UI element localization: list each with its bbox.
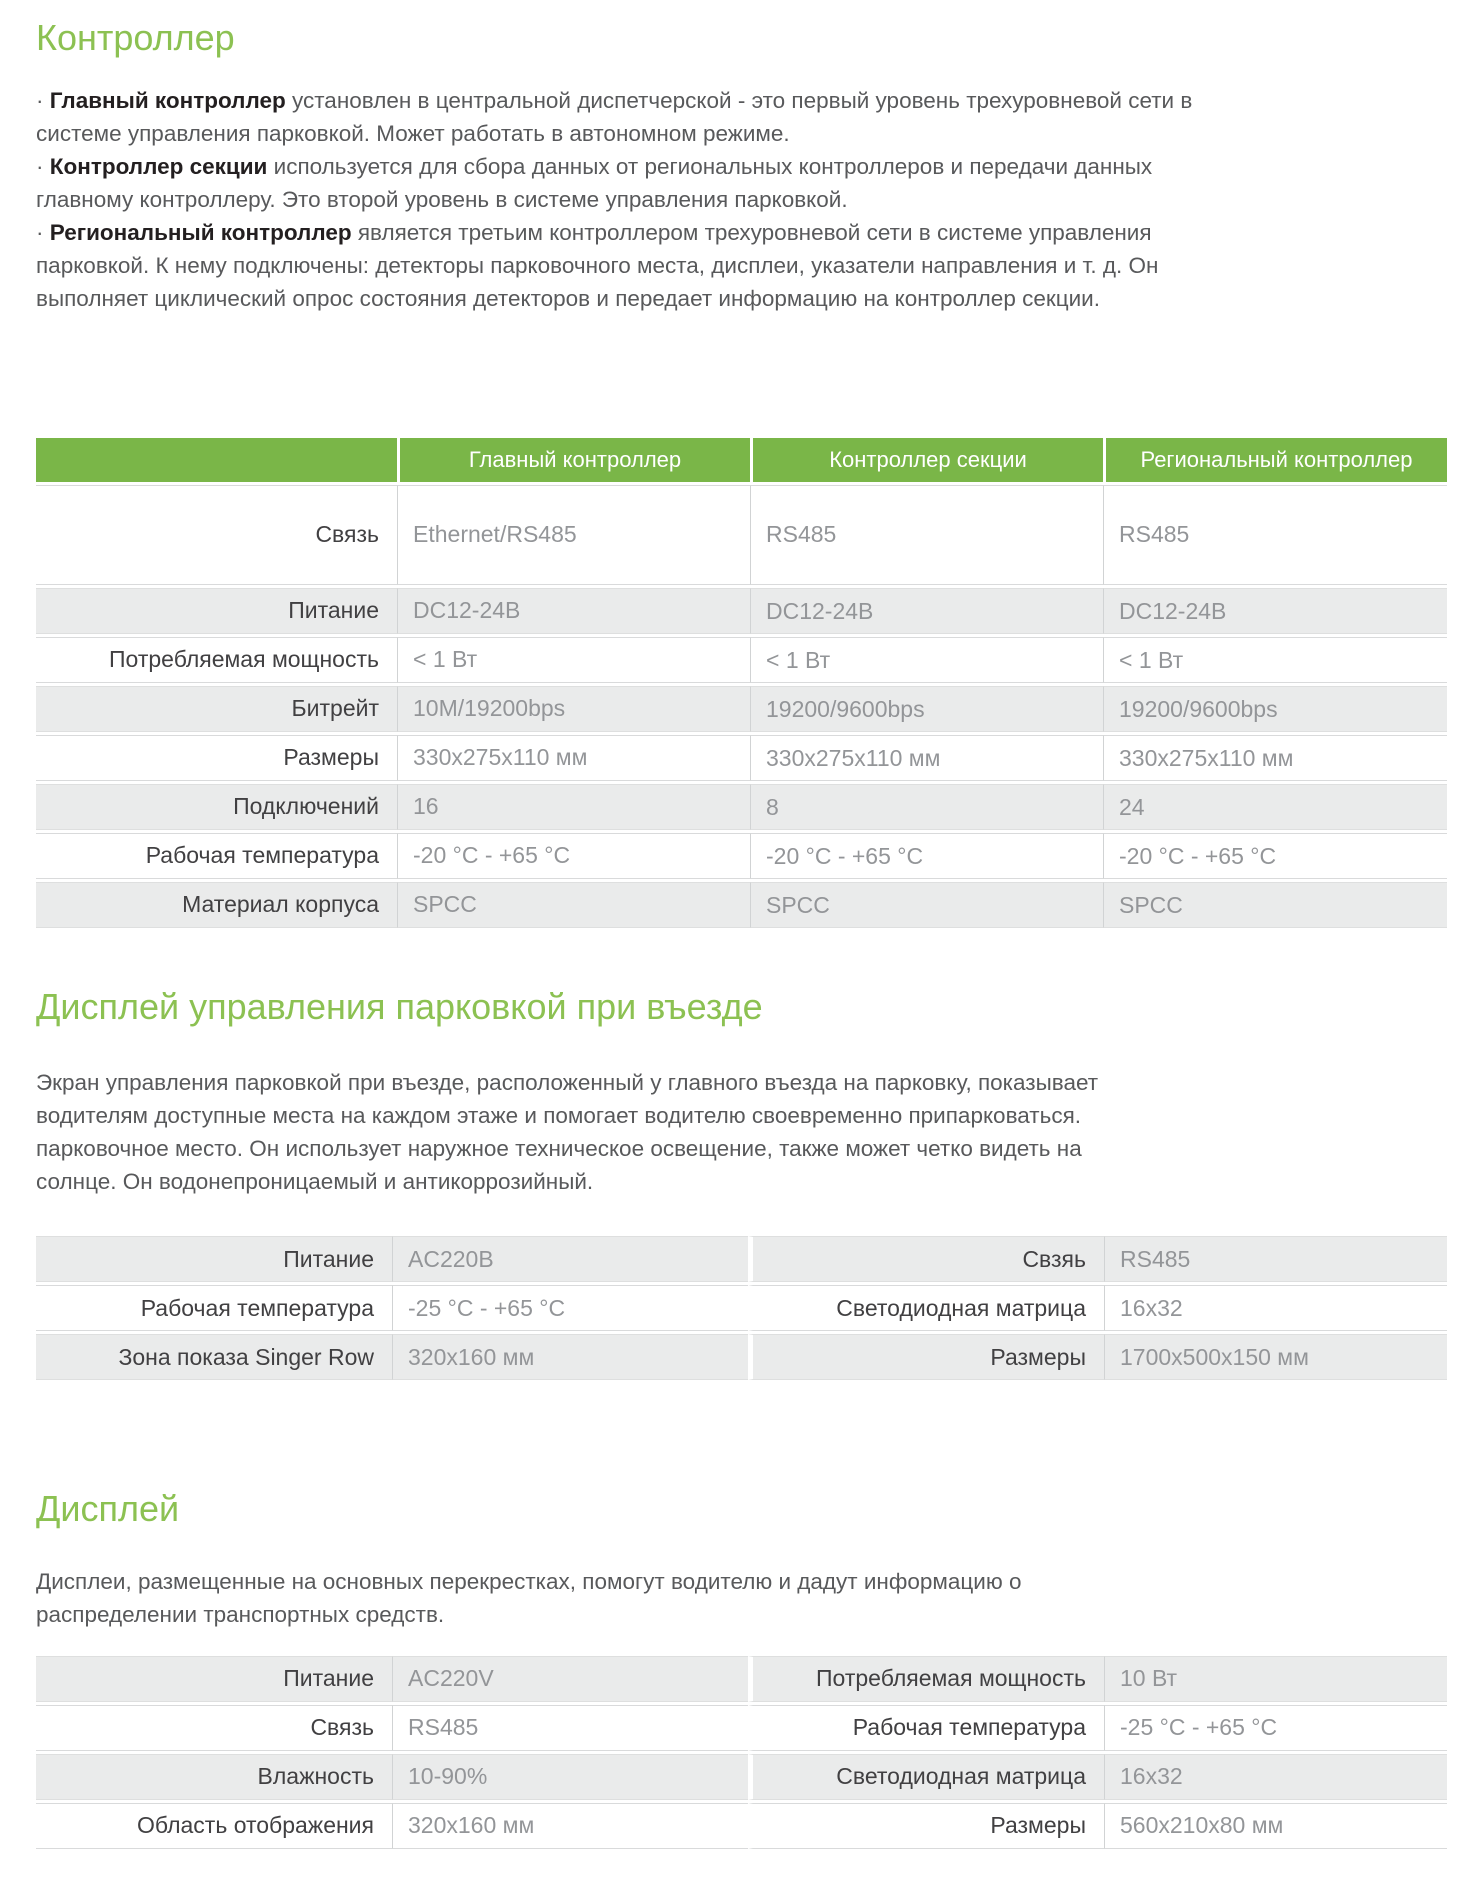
section-title-display: Дисплей [36,1488,180,1530]
bullet-marker: · [36,87,44,113]
table-row [36,833,1447,879]
spec-label: Питание [36,1236,392,1282]
spec-label: Размеры [748,1334,1104,1380]
spec-label: Размеры [36,735,397,781]
spec-label: Питание [36,1656,392,1702]
spec-value: -20 °C - +65 °C [750,833,1103,879]
spec-value: DC12-24B [750,588,1103,634]
table-row [36,485,1447,585]
spec-value: DC12-24B [397,588,750,634]
spec-value: AC220B [392,1236,748,1282]
spec-value: Ethernet/RS485 [397,485,750,585]
table-row [36,735,1447,781]
spec-label: Светодиодная матрица [748,1754,1104,1800]
table-row [36,1236,1447,1282]
spec-value: -25 °C - +65 °C [392,1285,748,1331]
spec-label: Светодиодная матрица [748,1285,1104,1331]
spec-label: Связь [36,1705,392,1751]
header-main-controller: Главный контроллер [397,438,750,482]
spec-label: Рабочая температура [748,1705,1104,1751]
spec-value: 1700x500x150 мм [1104,1334,1447,1380]
table-row [36,588,1447,634]
bullet-main-controller [36,84,1226,150]
spec-value: -20 °C - +65 °C [397,833,750,879]
spec-value: 330x275x110 мм [750,735,1103,781]
display-spec-table [36,1653,1447,1852]
spec-value: < 1 Вт [1103,637,1447,683]
spec-value: -25 °C - +65 °C [1104,1705,1447,1751]
spec-value: 10 Вт [1104,1656,1447,1702]
spec-value: -20 °C - +65 °C [1103,833,1447,879]
spec-label: Материал корпуса [36,882,397,928]
bullet-text: является третьим контроллером трехуровневой сети в системе управления парковкой. К нему подключены: детекторы парковочного места, дисплеи, указатели направления и т. д. Он выполняет циклический опрос состояния детекторов и передает информацию на контроллер секции. [36,219,1159,311]
table-row [36,686,1447,732]
spec-label: Потребляемая мощность [748,1656,1104,1702]
spec-value: 16 [397,784,750,830]
spec-value: 320x160 мм [392,1334,748,1380]
bullet-text: используется для сбора данных от региональных контроллеров и передачи данных главному контроллеру. Это второй уровень в системе управления парковкой. [36,153,1153,212]
header-empty-cell [36,438,397,482]
table-row [36,1754,1447,1800]
spec-label: Влажность [36,1754,392,1800]
spec-value: RS485 [392,1705,748,1751]
spec-value: 560x210x80 мм [1104,1803,1447,1849]
spec-label: Связь [36,485,397,585]
spec-value: 330x275x110 мм [397,735,750,781]
spec-value: 320x160 мм [392,1803,748,1849]
spec-value: RS485 [1103,485,1447,585]
table-row [36,1705,1447,1751]
entrance-display-description: Экран управления парковкой при въезде, расположенный у главного въезда на парковку, показывает водителям доступные места на каждом этаже и помогает водителю своевременно припарковаться. парковочное место. Он использует наружное техническое освещение, также может четко видеть на солнце. Он водонепроницаемый и антикоррозийный. [36,1070,1099,1195]
table-row [36,784,1447,830]
display-description: Дисплеи, размещенные на основных перекрестках, помогут водителю и дадут информацию о распределении транспортных средств. [36,1568,1022,1627]
spec-label: Размеры [748,1803,1104,1849]
spec-value: RS485 [1104,1236,1447,1282]
table-header-row [36,438,1447,482]
spec-label: Битрейт [36,686,397,732]
bullet-term: Главный контроллер [49,87,286,113]
spec-value: AC220V [392,1656,748,1702]
header-regional-controller: Региональный контроллер [1103,438,1447,482]
bullet-term: Региональный контроллер [49,219,352,245]
table-row [36,882,1447,928]
spec-value: 24 [1103,784,1447,830]
spec-label: Потребляемая мощность [36,637,397,683]
spec-value: 10-90% [392,1754,748,1800]
controller-description [36,84,1226,315]
bullet-section-controller [36,150,1226,216]
bullet-text: установлен в центральной диспетчерской - это первый уровень трехуровневой сети в системе управления парковкой. Может работать в автономном режиме. [36,87,1193,146]
spec-value: < 1 Вт [750,637,1103,683]
spec-label: Свзяь [748,1236,1104,1282]
section-title-controller: Контроллер [36,17,235,58]
spec-value: 330x275x110 мм [1103,735,1447,781]
spec-value: RS485 [750,485,1103,585]
spec-label: Область отображения [36,1803,392,1849]
bullet-marker: · [36,219,44,245]
table-row [36,1285,1447,1331]
spec-label: Рабочая температура [36,1285,392,1331]
spec-value: < 1 Вт [397,637,750,683]
section-title-entrance-display: Дисплей управления парковкой при въезде [36,985,763,1027]
spec-value: SPCC [397,882,750,928]
header-section-controller: Контроллер секции [750,438,1103,482]
spec-value: 10M/19200bps [397,686,750,732]
table-row [36,1803,1447,1849]
spec-label: Рабочая температура [36,833,397,879]
spec-value: SPCC [750,882,1103,928]
spec-value: SPCC [1103,882,1447,928]
spec-label: Зона показа Singer Row [36,1334,392,1380]
bullet-term: Контроллер секции [49,153,268,179]
bullet-marker: · [36,153,44,179]
entrance-display-spec-table [36,1233,1447,1383]
spec-value: 16x32 [1104,1754,1447,1800]
table-row [36,1656,1447,1702]
table-row [36,1334,1447,1380]
spec-value: 16x32 [1104,1285,1447,1331]
spec-label: Питание [36,588,397,634]
spec-value: DC12-24B [1103,588,1447,634]
spec-value: 19200/9600bps [750,686,1103,732]
controller-spec-table [36,435,1447,931]
table-row [36,637,1447,683]
spec-value: 19200/9600bps [1103,686,1447,732]
bullet-regional-controller [36,216,1226,315]
spec-label: Подключений [36,784,397,830]
spec-value: 8 [750,784,1103,830]
